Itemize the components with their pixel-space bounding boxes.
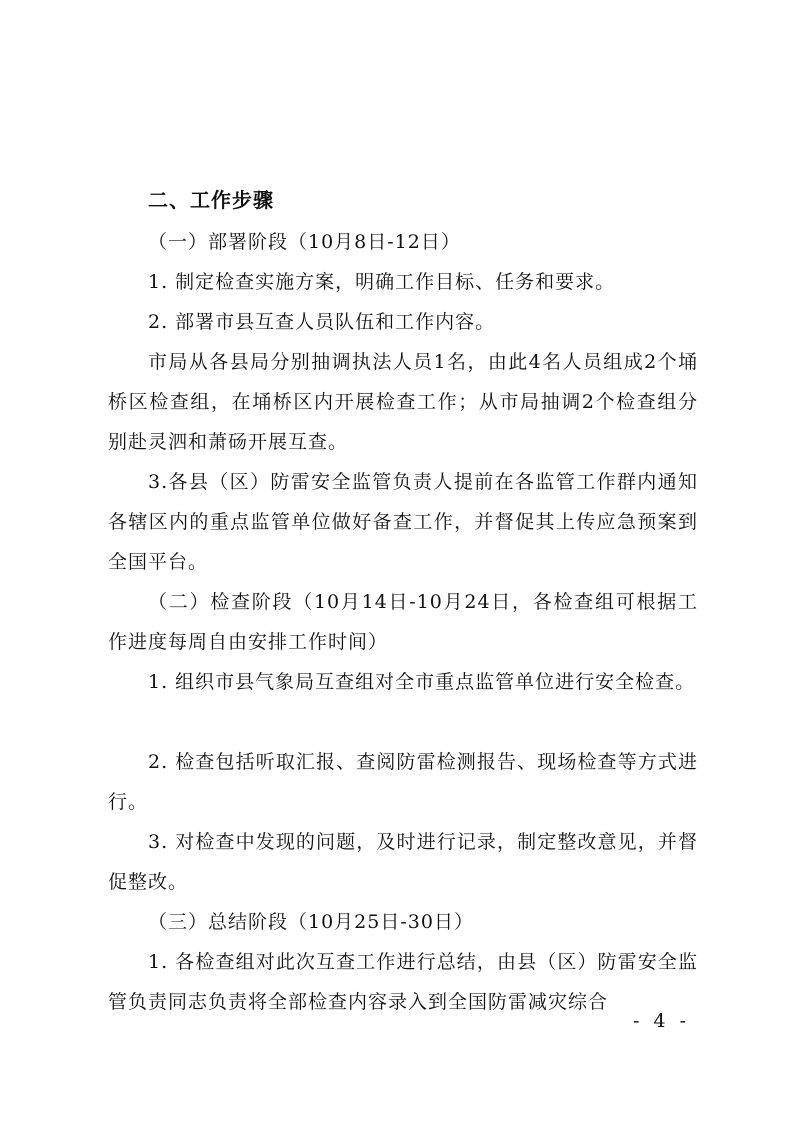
paragraph-team-arrangement: 市局从各县局分别抽调执法人员1名，由此4名人员组成2个埇桥区检查组，在埇桥区内开展检查工作；从市局抽调2个检查组分别赴灵泗和萧砀开展互查。 (108, 351, 698, 453)
paragraph-item-2: 2. 部署市县互查人员队伍和工作内容。 (148, 311, 496, 333)
subsection-heading-deployment: （一）部署阶段（10月8日-12日） (148, 231, 461, 253)
paragraph-item-3: 3.各县（区）防雷安全监管负责人提前在各监管工作群内通知各辖区内的重点监管单位做好备查工作，并督促其上传应急预案到全国平台。 (108, 471, 698, 573)
subsection-heading-inspection: （二）检查阶段（10月14日-10月24日，各检查组可根据工作进度每周自由安排工作时间） (108, 591, 698, 653)
paragraph-inspection-item-1: 1. 组织市县气象局互查组对全市重点监管单位进行安全检查。 (148, 671, 696, 693)
paragraph-summary-item-1: 1. 各检查组对此次互查工作进行总结，由县（区）防雷安全监管负责同志负责将全部检查内容录入到全国防雷减灾综合 (108, 951, 698, 1013)
subsection-heading-summary: （三）总结阶段（10月25日-30日） (148, 911, 474, 933)
paragraph-item-1: 1. 制定检查实施方案，明确工作目标、任务和要求。 (148, 271, 616, 293)
paragraph-inspection-item-2: 2. 检查包括听取汇报、查阅防雷检测报告、现场检查等方式进行。 (108, 751, 698, 813)
paragraph-inspection-item-3: 3. 对检查中发现的问题，及时进行记录，制定整改意见，并督促整改。 (108, 831, 698, 893)
page-number: - 4 - (632, 1010, 690, 1032)
section-heading: 二、工作步骤 (148, 188, 274, 212)
